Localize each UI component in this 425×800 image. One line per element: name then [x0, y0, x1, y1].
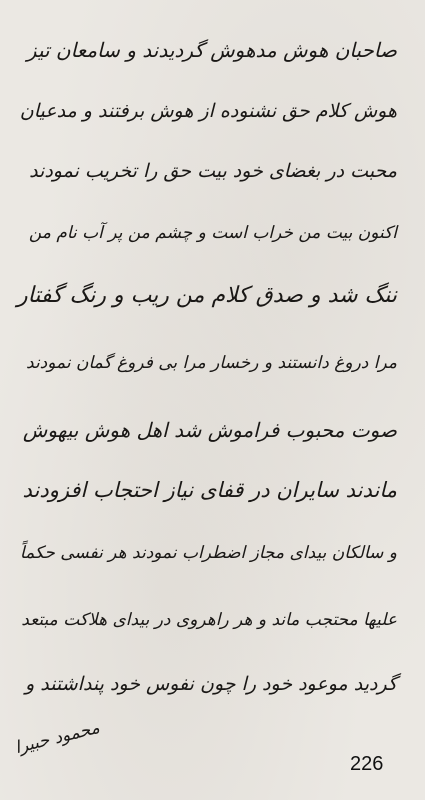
- text-line-3: محبت در بغضای خود بیت حق را تخریب نمودند: [29, 160, 397, 182]
- text-line-11: گردید موعود خود را چون نفوس خود پنداشتند و: [25, 673, 397, 695]
- text-line-6: مرا دروغ دانستند و رخسار مرا بی فروغ گمان نمودند: [26, 353, 397, 373]
- text-line-9: و سالکان بیدای مجاز اضطراب نمودند هر نفسی حکماً: [19, 543, 397, 563]
- text-line-4: اکنون بیت من خراب است و چشم من پر آب نام من: [28, 223, 397, 243]
- text-line-10: علیها محتجب ماند و هر راهروی در بیدای هلاکت مبتعد: [21, 610, 397, 630]
- text-line-7: صوت محبوب فراموش شد اهل هوش بیهوش: [22, 418, 397, 442]
- text-line-1: صاحبان هوش مدهوش گردیدند و سامعان تیز: [26, 38, 397, 62]
- text-line-2: هوش کلام حق نشنوده از هوش برفتند و مدعیان: [19, 100, 397, 122]
- signature: محمود حبیرا: [12, 717, 102, 759]
- text-line-8: ماندند سایران در قفای نیاز احتجاب افزودند: [22, 478, 397, 502]
- text-line-5: ننگ شد و صدق کلام من ریب و رنگ گفتار: [16, 283, 397, 308]
- page-number: 226: [350, 753, 384, 775]
